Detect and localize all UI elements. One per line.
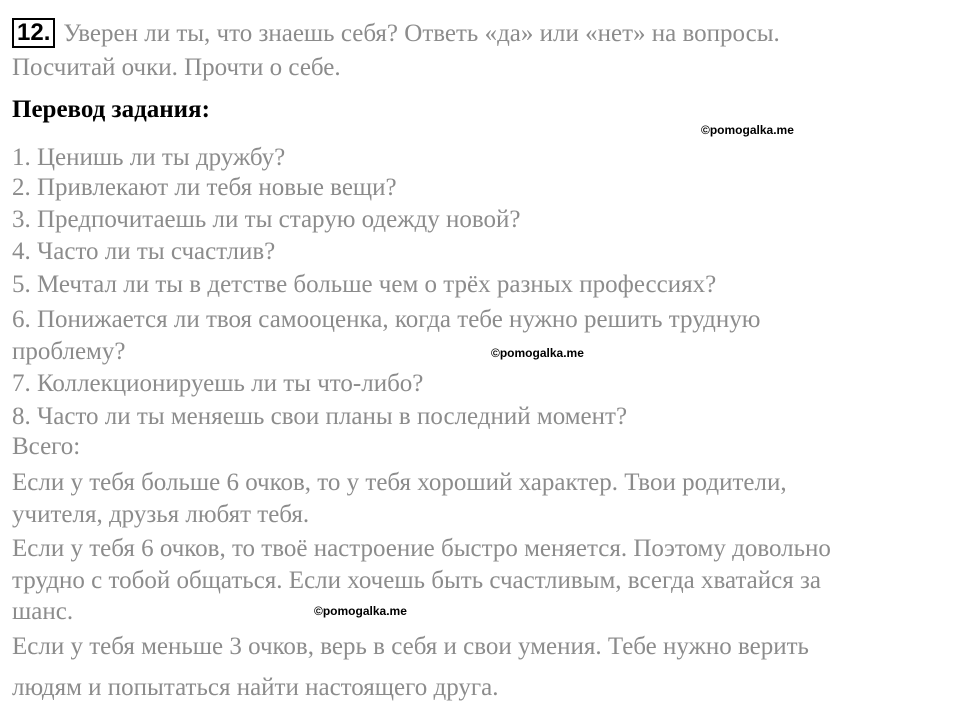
- task-instruction-line-1: [12, 18, 780, 49]
- question-line: 8. Часто ли ты меняешь свои планы в последний момент?: [12, 403, 628, 430]
- result-line: трудно с тобой общаться. Если хочешь быть счастливым, всегда хватайся за: [12, 567, 821, 594]
- result-line: Если у тебя меньше 3 очков, верь в себя и свои умения. Тебе нужно верить: [12, 633, 809, 660]
- result-line: учителя, друзья любят тебя.: [12, 501, 310, 528]
- task-instruction-text: Уверен ли ты, что знаешь себя? Ответь «да» или «нет» на вопросы.: [63, 20, 780, 47]
- question-line: 6. Понижается ли твоя самооценка, когда тебе нужно решить трудную: [12, 306, 761, 333]
- question-line: 1. Ценишь ли ты дружбу?: [12, 144, 286, 171]
- result-line: Если у тебя больше 6 очков, то у тебя хороший характер. Твои родители,: [12, 469, 787, 496]
- question-line: 4. Часто ли ты счастлив?: [12, 238, 276, 265]
- result-line: шанс.: [12, 598, 74, 625]
- task-number-badge: 12.: [12, 18, 55, 48]
- total-label: Всего:: [12, 433, 81, 460]
- result-line: Если у тебя 6 очков, то твоё настроение быстро меняется. Поэтому довольно: [12, 535, 831, 562]
- watermark: ©pomogalka.me: [701, 123, 794, 137]
- question-line: 5. Мечтал ли ты в детстве больше чем о трёх разных профессиях?: [12, 271, 717, 298]
- task-instruction-line-2: Посчитай очки. Прочти о себе.: [12, 54, 341, 81]
- question-line: 3. Предпочитаешь ли ты старую одежду новой?: [12, 206, 521, 233]
- result-line: людям и попытаться найти настоящего друга.: [12, 674, 499, 701]
- watermark: ©pomogalka.me: [491, 346, 584, 360]
- question-line: 2. Привлекают ли тебя новые вещи?: [12, 174, 397, 201]
- question-line: проблему?: [12, 338, 126, 365]
- translation-heading: Перевод задания:: [12, 96, 210, 123]
- question-line: 7. Коллекционируешь ли ты что-либо?: [12, 370, 424, 397]
- watermark: ©pomogalka.me: [314, 604, 407, 618]
